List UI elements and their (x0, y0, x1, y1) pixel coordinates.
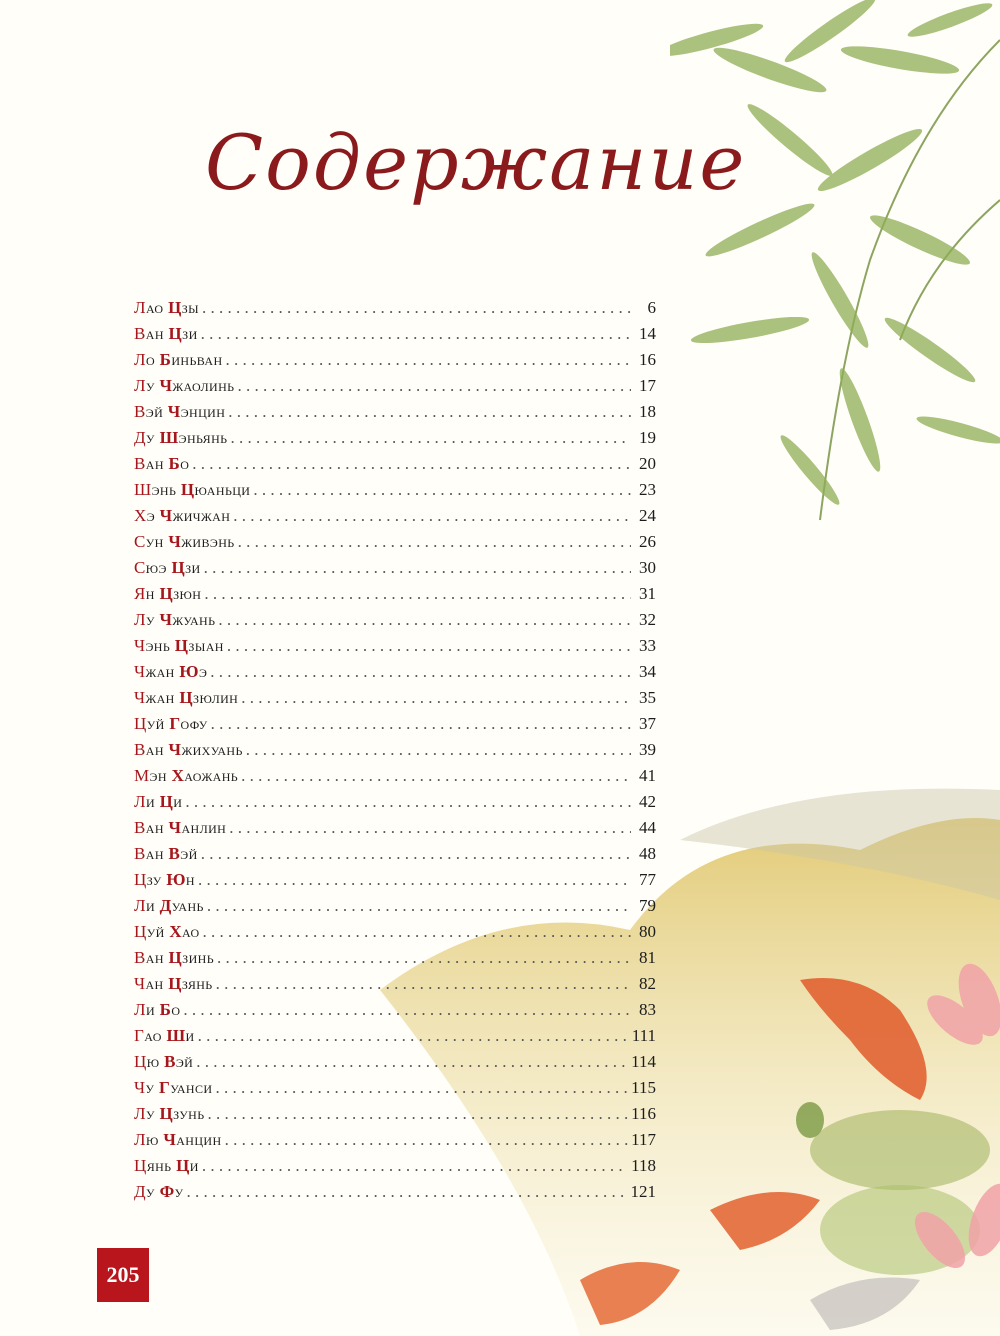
toc-entry-name (134, 844, 198, 864)
toc-entry-second-name: Цзюн (159, 584, 202, 603)
toc-entry-first-name: Ван (134, 454, 164, 473)
toc-entry-first-name: Чжан (134, 688, 175, 707)
toc-page-number: 81 (639, 948, 656, 967)
toc-page-number: 24 (639, 506, 656, 525)
toc-entry-name (134, 870, 195, 890)
toc-entry-name (134, 298, 199, 318)
toc-leader-dots (211, 714, 631, 734)
toc-entry[interactable] (134, 610, 656, 636)
toc-entry-first-name: Чжан (134, 662, 175, 681)
toc-entry-name (134, 584, 201, 604)
toc-entry-name (134, 974, 213, 994)
toc-entry[interactable] (134, 506, 656, 532)
toc-leader-dots (201, 844, 631, 864)
toc-entry-second-name: Чживэнь (168, 532, 235, 551)
toc-entry-name (134, 1104, 205, 1124)
toc-entry[interactable] (134, 1026, 656, 1052)
toc-entry-first-name: Гао (134, 1026, 162, 1045)
toc-leader-dots (192, 454, 631, 474)
toc-entry-second-name: Цзы (168, 298, 200, 317)
toc-page-number: 35 (639, 688, 656, 707)
toc-leader-dots (201, 324, 631, 344)
toc-entry-name (134, 896, 204, 916)
toc-page-number: 79 (639, 896, 656, 915)
toc-leader-dots (202, 1156, 628, 1176)
toc-entry-second-name: Цюаньци (180, 480, 251, 499)
toc-entry-name (134, 792, 182, 812)
toc-entry-name (134, 402, 225, 422)
toc-page-number: 6 (647, 298, 656, 317)
toc-entry-second-name: Цзыан (174, 636, 224, 655)
toc-entry[interactable] (134, 1000, 656, 1026)
toc-leader-dots (185, 792, 631, 812)
toc-page-number: 17 (639, 376, 656, 395)
page-number-badge: 205 (97, 1248, 149, 1302)
toc-entry-second-name: Чжуань (159, 610, 216, 629)
toc-page-number: 82 (639, 974, 656, 993)
toc-page-number: 16 (639, 350, 656, 369)
toc-entry-first-name: Чу (134, 1078, 155, 1097)
toc-entry-first-name: Лу (134, 610, 155, 629)
toc-page-number: 118 (631, 1156, 656, 1175)
toc-entry-name (134, 818, 226, 838)
toc-entry-first-name: Чэнь (134, 636, 171, 655)
toc-page-number: 20 (639, 454, 656, 473)
toc-entry[interactable] (134, 662, 656, 688)
toc-entry-first-name: Цуй (134, 922, 165, 941)
toc-page-number: 42 (639, 792, 656, 811)
toc-entry-second-name: Цзянь (168, 974, 213, 993)
toc-leader-dots (217, 948, 631, 968)
toc-page-number: 116 (631, 1104, 656, 1123)
toc-page-number: 14 (639, 324, 656, 343)
toc-entry-first-name: Хэ (134, 506, 156, 525)
toc-entry-first-name: Цянь (134, 1156, 172, 1175)
toc-entry[interactable] (134, 324, 656, 350)
toc-page-number: 23 (639, 480, 656, 499)
toc-page-number: 114 (631, 1052, 656, 1071)
toc-leader-dots (196, 1052, 628, 1072)
toc-entry[interactable] (134, 974, 656, 1000)
toc-page-number: 48 (639, 844, 656, 863)
toc-entry[interactable] (134, 350, 656, 376)
toc-leader-dots (229, 818, 631, 838)
toc-entry-name (134, 1052, 193, 1072)
toc-entry-first-name: Чан (134, 974, 164, 993)
toc-page-number: 41 (639, 766, 656, 785)
toc-entry-first-name: Шэнь (134, 480, 177, 499)
toc-entry[interactable] (134, 636, 656, 662)
toc-entry[interactable] (134, 298, 656, 324)
toc-entry-second-name: Чанцин (163, 1130, 222, 1149)
toc-leader-dots (198, 1026, 629, 1046)
toc-entry-name (134, 1026, 195, 1046)
toc-entry-first-name: Ло (134, 350, 156, 369)
toc-page-number: 34 (639, 662, 656, 681)
toc-entry-first-name: Ван (134, 844, 164, 863)
toc-entry[interactable] (134, 1078, 656, 1104)
toc-entry-second-name: Чжихуань (168, 740, 243, 759)
toc-page-number: 39 (639, 740, 656, 759)
toc-entry-name (134, 766, 238, 786)
toc-entry[interactable] (134, 948, 656, 974)
toc-entry-name (134, 324, 198, 344)
toc-entry-first-name: Мэн (134, 766, 167, 785)
toc-leader-dots (225, 1130, 629, 1150)
toc-leader-dots (202, 298, 631, 318)
toc-entry-first-name: Ли (134, 896, 156, 915)
toc-entry-name (134, 480, 250, 500)
page-title: Содержание (205, 118, 747, 207)
toc-entry-name (134, 1000, 180, 1020)
toc-entry[interactable] (134, 428, 656, 454)
toc-page-number: 37 (639, 714, 656, 733)
toc-entry-name (134, 714, 208, 734)
toc-entry[interactable] (134, 376, 656, 402)
toc-entry[interactable] (134, 922, 656, 948)
toc-entry-name (134, 376, 234, 396)
toc-entry-second-name: Юэ (179, 662, 208, 681)
toc-leader-dots (207, 896, 631, 916)
toc-entry-name (134, 662, 207, 682)
toc-entry-name (134, 350, 223, 370)
toc-entry-second-name: Чанлин (168, 818, 227, 837)
toc-entry-name (134, 948, 214, 968)
toc-entry[interactable] (134, 402, 656, 428)
toc-leader-dots (246, 740, 631, 760)
toc-leader-dots (215, 1078, 628, 1098)
toc-entry-first-name: Цзу (134, 870, 162, 889)
toc-page-number: 111 (631, 1026, 656, 1045)
toc-entry-first-name: Ли (134, 1000, 156, 1019)
toc-entry-second-name: Чэнцин (167, 402, 226, 421)
toc-entry[interactable] (134, 844, 656, 870)
toc-entry-first-name: Лу (134, 376, 155, 395)
toc-leader-dots (208, 1104, 629, 1124)
toc-leader-dots (238, 532, 631, 552)
toc-entry-second-name: Ци (159, 792, 183, 811)
toc-leader-dots (183, 1000, 631, 1020)
toc-page-number: 77 (639, 870, 656, 889)
toc-entry-first-name: Лу (134, 1104, 155, 1123)
toc-entry-second-name: Фу (159, 1182, 184, 1201)
toc-entry[interactable] (134, 870, 656, 896)
toc-entry-first-name: Лю (134, 1130, 159, 1149)
toc-entry-first-name: Цуй (134, 714, 165, 733)
toc-entry-first-name: Ян (134, 584, 155, 603)
toc-entry-name (134, 922, 200, 942)
toc-entry[interactable] (134, 1104, 656, 1130)
toc-entry-second-name: Гуанси (159, 1078, 213, 1097)
toc-entry-first-name: Лао (134, 298, 164, 317)
toc-leader-dots (227, 636, 631, 656)
toc-entry-second-name: Чжаолинь (159, 376, 235, 395)
toc-entry-first-name: Сюэ (134, 558, 167, 577)
toc-entry[interactable] (134, 688, 656, 714)
toc-leader-dots (216, 974, 631, 994)
toc-leader-dots (226, 350, 631, 370)
toc-page-number: 18 (639, 402, 656, 421)
toc-entry[interactable] (134, 740, 656, 766)
toc-leader-dots (186, 1182, 627, 1202)
toc-entry-second-name: Бо (168, 454, 190, 473)
toc-entry-second-name: Цзи (171, 558, 201, 577)
toc-leader-dots (241, 766, 631, 786)
toc-leader-dots (228, 402, 631, 422)
toc-entry-name (134, 610, 215, 630)
toc-entry-name (134, 1130, 222, 1150)
toc-entry-name (134, 1182, 183, 1202)
toc-leader-dots (218, 610, 631, 630)
toc-entry[interactable] (134, 714, 656, 740)
toc-page-number: 44 (639, 818, 656, 837)
toc-entry-first-name: Ван (134, 818, 164, 837)
toc-entry[interactable] (134, 1156, 656, 1182)
toc-entry[interactable] (134, 454, 656, 480)
toc-entry-name (134, 1156, 199, 1176)
toc-entry-second-name: Дуань (159, 896, 204, 915)
toc-leader-dots (253, 480, 631, 500)
toc-entry[interactable] (134, 480, 656, 506)
toc-entry[interactable] (134, 584, 656, 610)
toc-entry[interactable] (134, 896, 656, 922)
toc-entry-second-name: Хаожань (171, 766, 239, 785)
toc-entry-first-name: Ду (134, 428, 155, 447)
toc-entry-second-name: Вэй (168, 844, 198, 863)
toc-leader-dots (204, 584, 631, 604)
toc-entry-second-name: Бо (159, 1000, 181, 1019)
toc-entry-second-name: Ци (176, 1156, 199, 1175)
toc-entry-name (134, 636, 224, 656)
toc-leader-dots (233, 506, 631, 526)
toc-entry-second-name: Цзунь (159, 1104, 205, 1123)
toc-leader-dots (230, 428, 631, 448)
toc-entry-second-name: Юн (166, 870, 195, 889)
toc-entry[interactable] (134, 818, 656, 844)
toc-leader-dots (241, 688, 631, 708)
toc-entry-name (134, 558, 201, 578)
toc-entry-first-name: Вэй (134, 402, 164, 421)
toc-entry-second-name: Цзюлин (179, 688, 239, 707)
toc-entry-name (134, 688, 238, 708)
toc-page-number: 32 (639, 610, 656, 629)
toc-page-number: 80 (639, 922, 656, 941)
toc-entry-second-name: Ши (166, 1026, 195, 1045)
toc-leader-dots (237, 376, 631, 396)
toc-entry[interactable] (134, 1130, 656, 1156)
toc-entry-second-name: Биньван (159, 350, 223, 369)
toc-entry-first-name: Ван (134, 324, 164, 343)
toc-leader-dots (198, 870, 631, 890)
toc-entry-second-name: Вэй (164, 1052, 194, 1071)
toc-entry-second-name: Гофу (169, 714, 208, 733)
toc-page-number: 26 (639, 532, 656, 551)
toc-entry[interactable] (134, 766, 656, 792)
toc-page-number: 30 (639, 558, 656, 577)
bamboo-branch-illustration (670, 0, 1000, 560)
toc-entry-name (134, 428, 227, 448)
toc-entry-first-name: Ли (134, 792, 156, 811)
toc-page-number: 19 (639, 428, 656, 447)
toc-page-number: 83 (639, 1000, 656, 1019)
toc-entry[interactable] (134, 558, 656, 584)
toc-page-number: 115 (631, 1078, 656, 1097)
toc-entry[interactable] (134, 532, 656, 558)
toc-entry[interactable] (134, 792, 656, 818)
toc-leader-dots (204, 558, 631, 578)
toc-entry-name (134, 532, 235, 552)
toc-entry-name (134, 454, 189, 474)
toc-page-number: 31 (639, 584, 656, 603)
toc-entry-second-name: Шэньянь (159, 428, 228, 447)
toc-entry-name (134, 1078, 212, 1098)
toc-entry-first-name: Сун (134, 532, 164, 551)
toc-page-number: 121 (630, 1182, 656, 1201)
toc-leader-dots (203, 922, 631, 942)
toc-entry-second-name: Чжичжан (159, 506, 231, 525)
toc-page-number: 33 (639, 636, 656, 655)
toc-page-number: 117 (631, 1130, 656, 1149)
toc-entry-name (134, 506, 230, 526)
toc-entry-second-name: Цзи (168, 324, 198, 343)
toc-entry-first-name: Цю (134, 1052, 160, 1071)
toc-entry-second-name: Хао (169, 922, 200, 941)
toc-entry[interactable] (134, 1182, 656, 1208)
toc-entry-name (134, 740, 243, 760)
toc-entry-first-name: Ду (134, 1182, 155, 1201)
toc-entry-first-name: Ван (134, 740, 164, 759)
toc-entry-second-name: Цзинь (168, 948, 215, 967)
toc-entry-first-name: Ван (134, 948, 164, 967)
toc-entry[interactable] (134, 1052, 656, 1078)
toc-leader-dots (210, 662, 631, 682)
table-of-contents (134, 298, 656, 1208)
